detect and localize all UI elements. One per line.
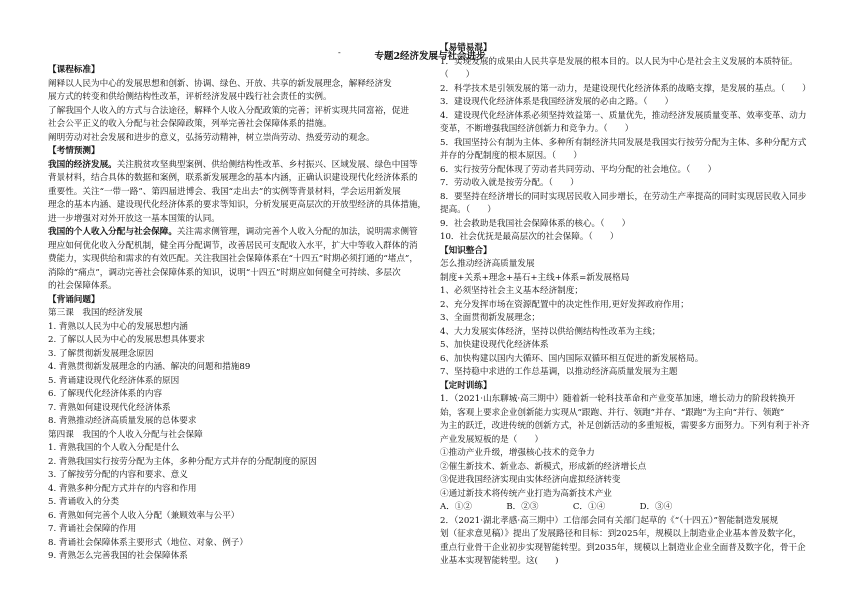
line-text: 理念的基本内涵、建设现代化经济体系的要求等知识，分析发展更高层次的开放型经济的具体措施， <box>48 200 427 210</box>
line-text: （ ） <box>440 70 475 80</box>
right-column <box>440 42 812 569</box>
line-text: 1、必须坚持社会主义基本经济制度； <box>440 286 583 296</box>
text-line <box>48 456 436 470</box>
line-text: 3、全面贯彻新发展理念； <box>440 313 540 323</box>
text-line <box>48 267 436 281</box>
text-line <box>440 164 812 178</box>
text-line <box>48 307 436 321</box>
line-text: 第四课 我国的个人收入分配与社会保障 <box>48 429 203 440</box>
bold-lead: 我国的经济发展。 <box>48 159 117 170</box>
text-line <box>48 105 436 119</box>
text-line <box>440 326 812 340</box>
line-text: 1．实现发展的成果由人民共享是发展的根本目的。以人民为中心是社会主义发展的本质特征。 <box>440 56 798 67</box>
text-line <box>48 442 436 456</box>
line-text: 2. 背熟我国实行按劳分配为主体，多种分配方式并存的分配制度的原因 <box>48 456 317 467</box>
line-text: 2．科学技术是引领发展的第一动力，是建设现代化经济体系的战略支撑，是发展的基点。（ ） <box>440 83 811 94</box>
text-line <box>440 218 812 232</box>
text-line <box>48 159 436 173</box>
text-line <box>48 537 436 551</box>
line-text: 制度+关系+理念+基石+主线+体系=新发展格局 <box>440 272 630 283</box>
line-text: 【易错易混】 <box>440 43 492 53</box>
line-text: 7. 背熟如何建设现代化经济体系 <box>48 402 171 413</box>
line-text: 2、充分发挥市场在资源配置中的决定性作用,更好发挥政府作用； <box>440 299 689 310</box>
text-line <box>48 402 436 416</box>
section-heading <box>48 64 436 78</box>
line-text: 了解我国个人收入的方式与合法途径，解释个人收入分配政策的完善；评析实现共同富裕，促进 <box>48 105 409 116</box>
line-text: ④通过新技术将传统产业打造为高新技术产业 <box>440 488 612 499</box>
text-line <box>440 542 812 556</box>
line-text: 6．实行按劳分配体现了劳动者共同劳动、平均分配的社会地位。（ ） <box>440 164 717 175</box>
line-text: 8. 背诵社会保障体系主要形式（地位、对象、例子） <box>48 537 248 548</box>
line-text: 3．建设现代化经济体系是我国经济发展的必由之路。（ ） <box>440 97 674 107</box>
text-line <box>48 226 436 240</box>
text-line <box>48 132 436 146</box>
bold-lead: 我国的个人收入分配与社会保障。 <box>48 227 177 237</box>
line-text: 1. 背熟以人民为中心的发展思想内涵 <box>48 321 188 332</box>
line-text: 5. 背诵收入的分类 <box>48 497 120 507</box>
text-line <box>48 469 436 483</box>
line-text: 重要性。关注“一带一路”、第四届进博会、我国“走出去”的实例等背景材料，学会运用新发展 <box>48 186 401 197</box>
line-text: ②催生新技术、新业态、新模式，形成新的经济增长点 <box>440 461 647 472</box>
text-line <box>440 555 812 569</box>
line-text: 变革，不断增强我国经济创新力和竞争力。（ ） <box>440 124 634 134</box>
line-text: 8. 背熟推动经济高质量发展的总体要求 <box>48 416 197 426</box>
line-text: 9．社会救助是我国社会保障体系的核心。（ ） <box>440 218 631 229</box>
text-line <box>48 280 436 294</box>
text-line <box>48 429 436 443</box>
text-line <box>440 150 812 164</box>
text-line <box>440 515 812 529</box>
line-text: A．①② B．②③ C．①④ D．③④ <box>440 502 673 512</box>
line-text: 7. 背诵社会保障的作用 <box>48 524 137 534</box>
line-text: 背景材料，结合具体的数据和案例，联系新发展理念的基本内涵，正确认识建设现代化经济体系的 <box>48 173 418 183</box>
text-line <box>48 186 436 200</box>
line-text: 6、加快构建以国内大循环、国内国际双循环相互促进的新发展格局。 <box>440 353 704 364</box>
text-line <box>440 96 812 110</box>
line-text: 费能力，实现供给和需求的有效匹配。关注我国社会保障体系在“十四五”时期必须打通的“堵点”， <box>48 254 418 264</box>
text-line <box>440 420 812 434</box>
text-line <box>440 393 812 407</box>
line-text: 【定时训练】 <box>440 380 492 391</box>
text-line <box>48 91 436 105</box>
line-text: 展方式的转变和供给侧结构性改革，评析经济发展中践行社会责任的实例。 <box>48 92 332 102</box>
line-text: 2．（2021·湖北孝感·高三期中）工信部会同有关部门起草的《“（十四五）”智能制造发展规 <box>440 515 779 526</box>
line-text: 3. 了解贯彻新发展理念原因 <box>48 348 154 359</box>
document-title: 专题2经济发展与社会进步 <box>374 51 486 62</box>
text-line <box>440 299 812 313</box>
line-text: 1．（2021·山东聊城·高三期中）随着新一轮科技革命和产业变革加速，增长动力的阶段转换开 <box>440 394 796 404</box>
text-line <box>440 488 812 502</box>
section-heading <box>48 294 436 308</box>
text-line <box>48 118 436 132</box>
text-line <box>440 83 812 97</box>
text-line <box>440 137 812 151</box>
text-line <box>440 177 812 191</box>
line-text: 划（征求意见稿）》提出了发展路径和目标：到2025年，规模以上制造业企业基本普及数字化， <box>440 529 802 539</box>
line-text: 社会公平正义的收入分配与社会保障政策，列举完善社会保障体系的措施。 <box>48 119 332 129</box>
line-text: 5．我国坚持公有制为主体、多种所有制经济共同发展是我国实行按劳分配为主体、多种分配方式 <box>440 137 807 148</box>
line-text: ③促进我国经济实现由实体经济向虚拟经济转变 <box>440 475 621 485</box>
line-text: 提高。（ ） <box>440 205 496 215</box>
text-line <box>440 69 812 83</box>
text-line <box>440 474 812 488</box>
line-text: 7．劳动收入就是按劳分配。（ ） <box>440 178 579 188</box>
line-text: 怎么推动经济高质量发展 <box>440 259 535 269</box>
text-line <box>440 434 812 448</box>
text-line <box>48 550 436 564</box>
top-mark: - <box>338 48 341 57</box>
line-text: 6. 背熟如何完善个人收入分配（兼顾效率与公平） <box>48 510 240 521</box>
section-heading <box>440 380 812 394</box>
line-text: 业基本实现智能转型。这( ) <box>440 556 559 566</box>
line-text: ①推动产业升级，增强核心技术的竞争力 <box>440 448 595 458</box>
text-line <box>440 312 812 326</box>
text-line <box>48 78 436 92</box>
line-text: 关注需求侧管理，调动完善个人收入分配的加法，说明需求侧管 <box>176 227 418 237</box>
text-line <box>440 123 812 137</box>
text-line <box>48 321 436 335</box>
line-text: 2. 了解以人民为中心的发展思想具体要求 <box>48 335 206 345</box>
text-line <box>440 528 812 542</box>
line-text: 3. 了解按劳分配的内容和要求、意义 <box>48 470 188 480</box>
line-text: 理应如何优化收入分配机制，健全再分配调节，改善居民可支配收入水平，扩大中等收入群体的消 <box>48 240 418 251</box>
section-heading <box>48 145 436 159</box>
line-text: 4、大力发展实体经济，坚持以供给侧结构性改革为主线； <box>440 326 661 337</box>
section-heading <box>440 245 812 259</box>
line-text: 8．要坚持在经济增长的同时实现居民收入同步增长，在劳动生产率提高的同时实现居民收入同步 <box>440 191 807 202</box>
text-line <box>440 272 812 286</box>
line-text: 9. 背熟怎么完善我国的社会保障体系 <box>48 551 188 561</box>
section-heading <box>440 42 812 56</box>
text-line <box>440 407 812 421</box>
text-line <box>440 461 812 475</box>
left-column <box>48 64 436 564</box>
line-text: 4．建设现代化经济体系必须坚持效益第一、质量优先，推动经济发展质量变革、效率变革、动力 <box>440 110 807 121</box>
line-text: 【知识整合】 <box>440 245 492 256</box>
text-line <box>440 204 812 218</box>
line-text: 进一步增强对对外开放这一基本国策的认同。 <box>48 213 220 224</box>
text-line <box>440 501 812 515</box>
line-text: 5. 背诵建设现代化经济体系的原因 <box>48 375 180 386</box>
line-text: 阐明劳动对社会发展和进步的意义，弘扬劳动精神，树立崇尚劳动、热爱劳动的观念。 <box>48 132 375 143</box>
line-text: 6. 了解现代化经济体系的内容 <box>48 389 163 399</box>
text-line <box>440 258 812 272</box>
line-text: 第三课 我国的经济发展 <box>48 308 143 318</box>
text-line <box>48 334 436 348</box>
line-text: 【课程标准】 <box>48 65 100 75</box>
text-line <box>48 213 436 227</box>
text-line <box>48 253 436 267</box>
text-line <box>48 496 436 510</box>
text-line <box>440 353 812 367</box>
text-line <box>48 523 436 537</box>
line-text: 产业发展短板的是（ ） <box>440 434 544 445</box>
line-text: 消除的“痛点”，调动完善社会保障体系的知识，说明“十四五”时期应如何健全可持续、多层次 <box>48 267 401 278</box>
line-text: 关注脱贫攻坚典型案例、供给侧结构性改革、乡村振兴、区域发展、绿色中国等 <box>116 159 418 170</box>
text-line <box>440 339 812 353</box>
line-text: 始，客观上要求企业创新能力实现从“跟跑、并行、领跑”并存、“跟跑”为主向“并行、领跑” <box>440 407 785 418</box>
line-text: 【背诵问题】 <box>48 294 100 305</box>
line-text: 4. 背熟多种分配方式并存的内容和作用 <box>48 483 197 494</box>
text-line <box>48 172 436 186</box>
line-text: 7、坚持稳中求进的工作总基调，以推动经济高质量发展为主题 <box>440 367 678 377</box>
text-line <box>440 231 812 245</box>
text-line <box>48 375 436 389</box>
text-line <box>440 447 812 461</box>
text-line <box>440 56 812 70</box>
text-line <box>440 191 812 205</box>
text-line <box>440 366 812 380</box>
line-text: 并存的分配制度的根本原因。（ ） <box>440 151 582 161</box>
text-line <box>48 415 436 429</box>
text-line <box>48 199 436 213</box>
line-text: 【考情预测】 <box>48 146 100 156</box>
line-text: 1. 背熟我国的个人收入分配是什么 <box>48 443 180 453</box>
text-line <box>440 285 812 299</box>
line-text: 4. 背熟贯彻新发展理念的内涵、解决的问题和措施89 <box>48 362 251 372</box>
line-text: 重点行业骨干企业初步实现智能转型。到2035年，规模以上制造业企业全面普及数字化，骨干企 <box>440 542 806 553</box>
text-line <box>48 388 436 402</box>
line-text: 为主的跃迁，改进传统的创新方式，补足创新活动的多重短板，需要多方面努力。下列有利于补齐 <box>440 421 810 431</box>
line-text: 阐释以人民为中心的发展思想和创新、协调、绿色、开放、共享的新发展理念，解释经济发 <box>48 78 392 89</box>
text-line <box>48 348 436 362</box>
text-line <box>48 483 436 497</box>
text-line <box>440 110 812 124</box>
text-line <box>48 510 436 524</box>
line-text: 5、加快建设现代化经济体系 <box>440 340 549 350</box>
text-line <box>48 361 436 375</box>
text-line <box>48 240 436 254</box>
line-text: 的社会保障体系。 <box>48 281 117 291</box>
line-text: 10．社会优抚是最高层次的社会保障。（ ） <box>440 232 619 242</box>
